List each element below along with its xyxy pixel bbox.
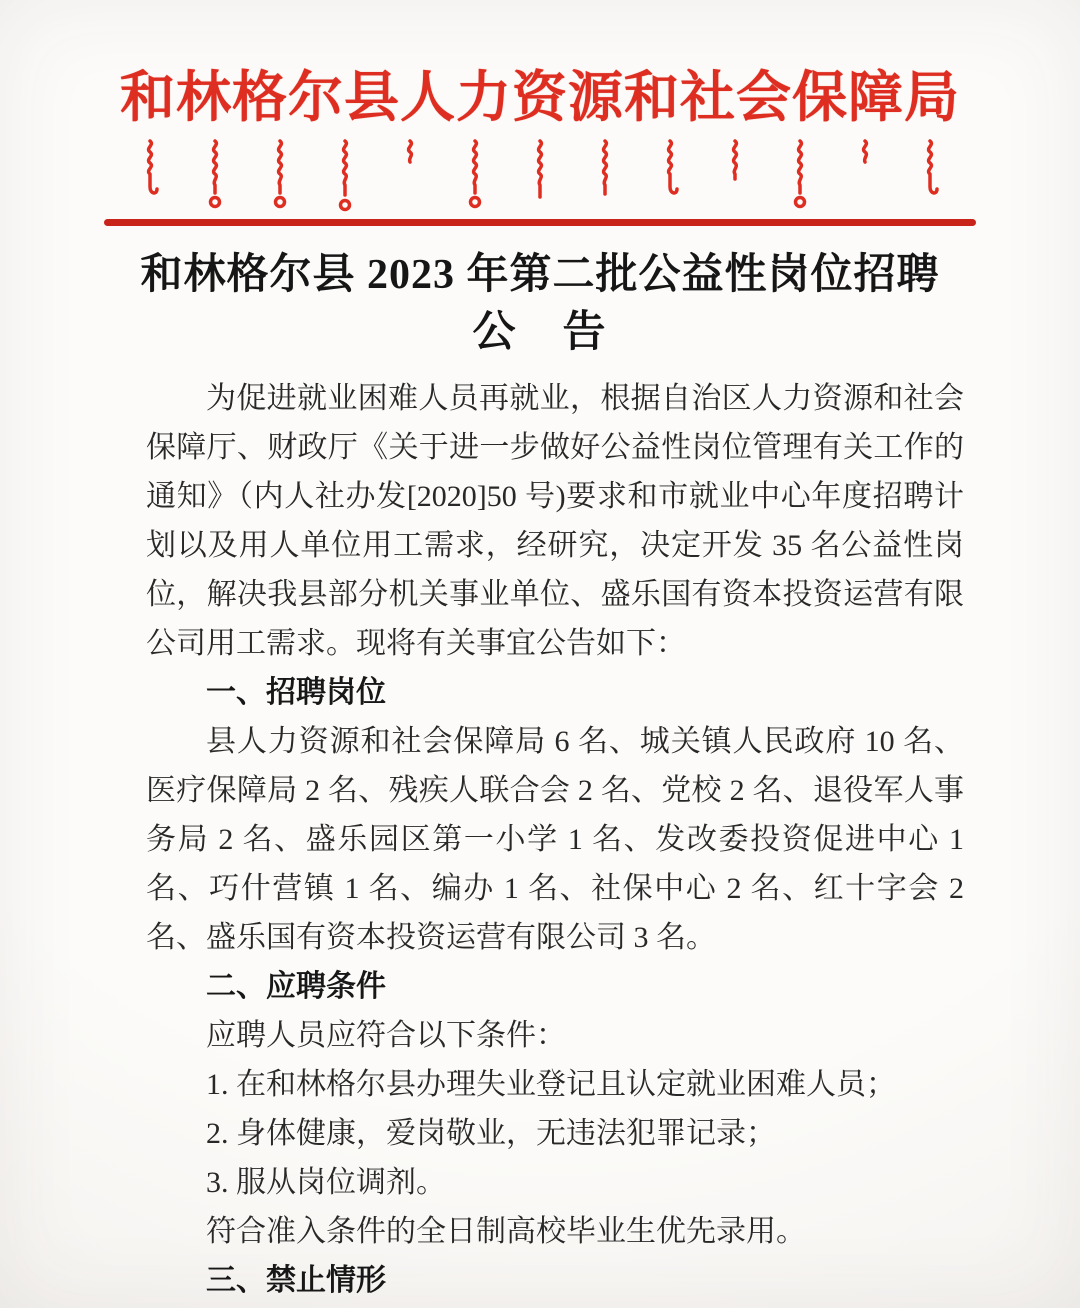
mongolian-vertical-script-icon <box>105 137 975 213</box>
document-title <box>0 246 1080 362</box>
section-heading-3: 三、禁止情形 <box>206 1263 386 1297</box>
section-heading-1: 一、招聘岗位 <box>206 675 386 709</box>
paragraph-conditions-intro: 应聘人员应符合以下条件： <box>206 1018 566 1052</box>
paragraph-priority-note: 符合准入条件的全日制高校毕业生优先录用。 <box>206 1214 806 1248</box>
section-heading-2: 二、应聘条件 <box>206 969 386 1003</box>
agency-name: 和林格尔县人力资源和社会保障局 <box>119 67 960 128</box>
paragraph-positions: 县人力资源和社会保障局 6 名、城关镇人民政府 10 名、医疗保障局 2 名、残疾人联合会 2 名、党校 2 名、退役军人事务局 2 名、盛乐园区第一小学 1 名、发改委投资促进中心 1 名、巧什营镇 1 名、编办 1 名、社保中心 2 名、红十字会 2 名、盛乐国有资本投资运营有限公司 3 名。 <box>146 724 964 954</box>
paragraph-intro: 为促进就业困难人员再就业，根据自治区人力资源和社会保障厅、财政厅《关于进一步做好公益性岗位管理有关工作的通知》（内人社办发[2020]50 号)要求和市就业中心年度招聘计划以及用人单位用工需求，经研究，决定开发 35 名公益性岗位，解决我县部分机关事业单位、盛乐国有资本投资运营有限公司用工需求。现将有关事宜公告如下： <box>146 381 964 660</box>
document-title-line2: 公 告 <box>472 308 608 356</box>
paragraph-condition-1: 1. 在和林格尔县办理失业登记且认定就业困难人员； <box>206 1067 896 1101</box>
document-title-line1: 和林格尔县 2023 年第二批公益性岗位招聘 <box>140 251 940 298</box>
paragraph-condition-2: 2. 身体健康，爱岗敬业，无违法犯罪记录； <box>206 1116 776 1150</box>
header-divider <box>104 219 976 226</box>
paragraph-condition-3: 3. 服从岗位调剂。 <box>206 1165 446 1199</box>
document-body <box>146 374 964 1305</box>
